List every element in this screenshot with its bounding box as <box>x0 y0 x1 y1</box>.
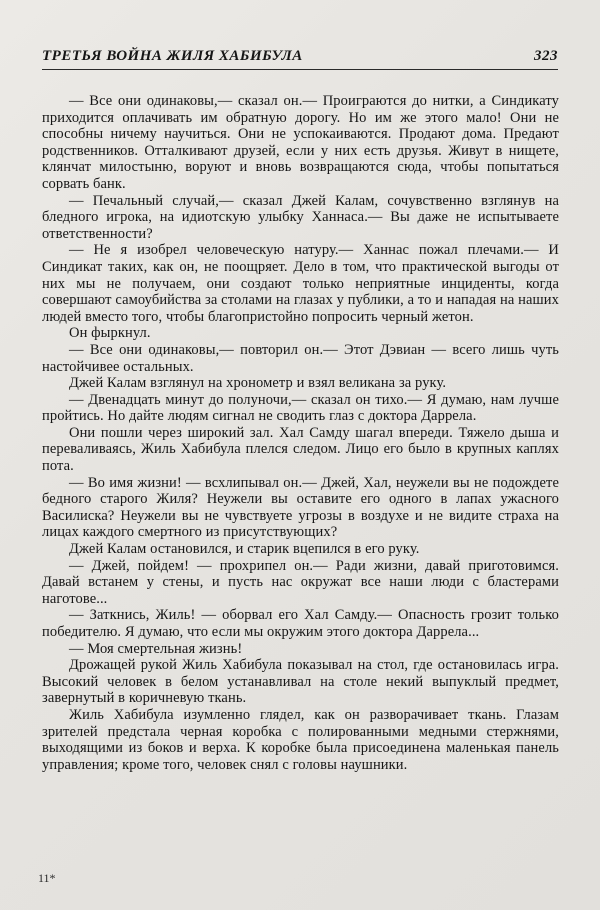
page-number: 323 <box>534 48 558 64</box>
paragraph: — Во имя жизни! — всхлипывал он.— Джей, Хал, неужели вы не подождете бедного старого Жиля? Неужели вы оставите его одного в лапах ужасного Василиска? Неужели вы не чувствуете угрозы в воздухе и не видите страха на лицах каждого смертного из присутствующих? <box>42 474 559 541</box>
paragraph: Джей Калам взглянул на хронометр и взял великана за руку. <box>69 375 447 392</box>
header-title: ТРЕТЬЯ ВОЙНА ЖИЛЯ ХАБИБУЛА <box>42 48 303 64</box>
paragraph: Джей Калам остановился, и старик вцепился в его руку. <box>69 541 420 558</box>
paragraph: — Не я изобрел человеческую натуру.— Ханнас пожал плечами.— И Синдикат таких, как он, не поощряет. Дело в том, что практической выгоды от них мы не получаем, они создают только неприятные инциденты, когда совершают самоубийства за столами на глазах у публики, а то и нападая на наших людей вместо того, чтобы благопристойно попросить черный жетон. <box>42 242 559 325</box>
paragraph: — Печальный случай,— сказал Джей Калам, сочувственно взглянув на бледного игрока, на идиотскую улыбку Ханнаса.— Вы даже не испытываете ответственности? <box>42 192 559 242</box>
paragraph: — Все они одинаковы,— повторил он.— Этот Дэвиан — всего лишь чуть настойчивее остальных. <box>42 341 559 375</box>
running-header <box>42 48 558 70</box>
paragraph: — Все они одинаковы,— сказал он.— Проиграются до нитки, а Синдикату приходится оплачивать им обратную дорогу. Но им же этого мало! Они не способны ничему научиться. Они не успокаиваются. Продают дома. Предают родственников. Отталкивают друзей, если у них есть друзья. Живут в нищете, клянчат милостыню, воруют и вновь возвращаются сюда, чтобы попытаться сорвать банк. <box>42 93 559 192</box>
paragraph: Жиль Хабибула изумленно глядел, как он разворачивает ткань. Глазам зрителей предстала черная коробка с полированными медными стержнями, выходящими из боков и верха. К коробке была присоединена маленькая панель управления; кроме того, человек снял с головы наушники. <box>42 706 559 773</box>
text-body <box>42 93 559 773</box>
paragraph: — Двенадцать минут до полуночи,— сказал он тихо.— Я думаю, нам лучше пройтись. Но дайте людям сигнал не сводить глаз с доктора Даррела. <box>42 391 559 425</box>
paragraph: Дрожащей рукой Жиль Хабибула показывал на стол, где остановилась игра. Высокий человек в белом устанавливал на столе некий выпуклый предмет, завернутый в коричневую ткань. <box>42 657 559 707</box>
paragraph: — Заткнись, Жиль! — оборвал его Хал Самду.— Опасность грозит только победителю. Я думаю, что если мы окружим этого доктора Даррела... <box>42 607 559 640</box>
paragraph: Он фыркнул. <box>69 325 151 342</box>
paragraph: — Джей, пойдем! — прохрипел он.— Ради жизни, давай приготовимся. Давай встанем у стены, и пусть нас окружат все наши люди с бластерами наготове... <box>42 557 559 607</box>
signature-mark: 11* <box>38 871 56 885</box>
paragraph: — Моя смертельная жизнь! <box>69 640 243 657</box>
paragraph: Они пошли через широкий зал. Хал Самду шагал впереди. Тяжело дыша и переваливаясь, Жиль Хабибула плелся следом. Лицо его было в крупных каплях пота. <box>42 424 559 475</box>
